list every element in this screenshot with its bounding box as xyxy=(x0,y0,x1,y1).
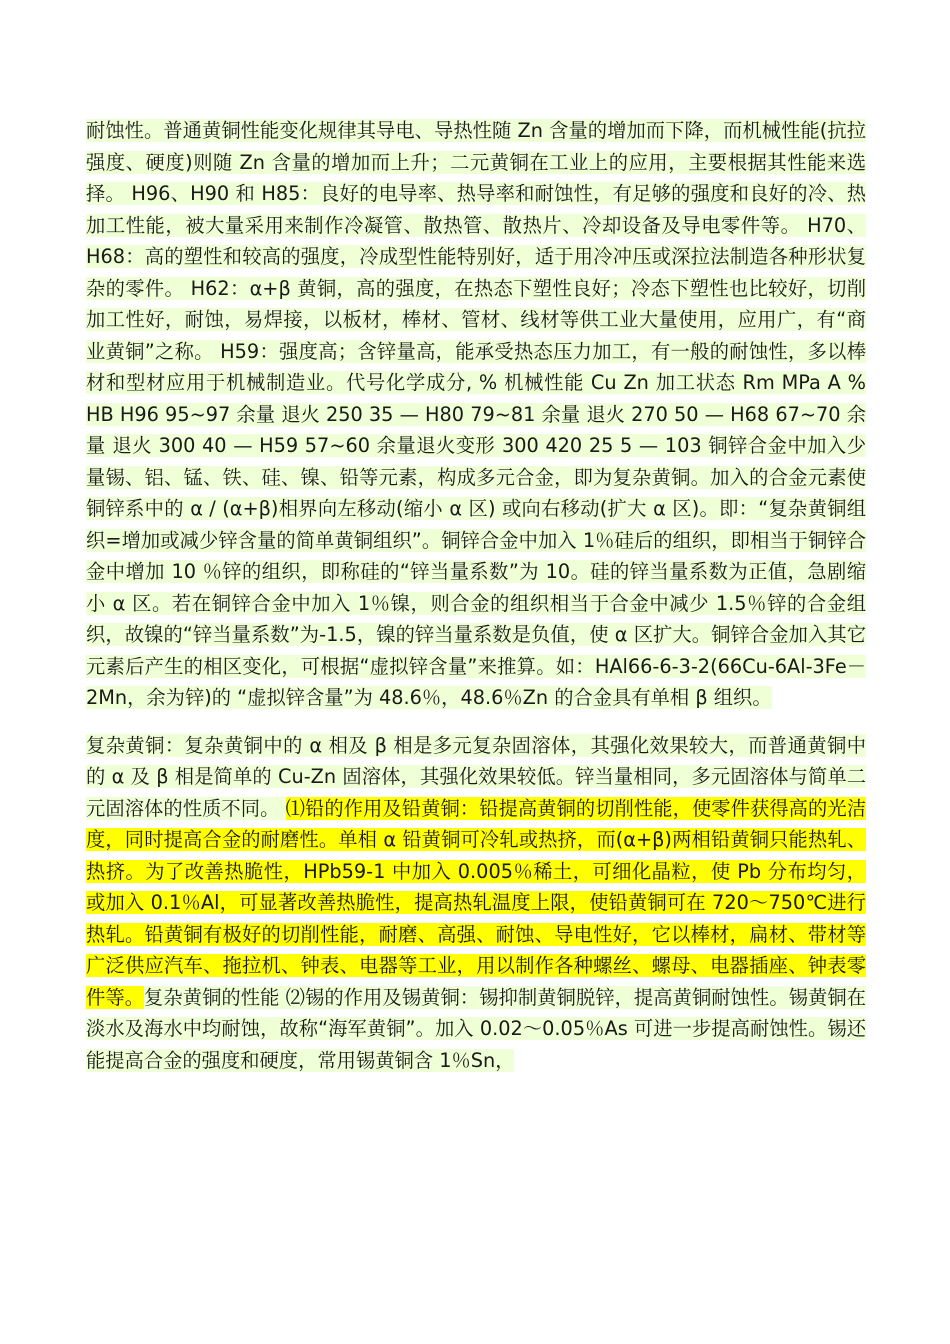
document-page xyxy=(86,115,866,1076)
paragraph-spacer xyxy=(86,714,866,730)
paragraph-1-text: 耐蚀性。普通黄铜性能变化规律其导电、导热性随 Zn 含量的增加而下降，而机械性能(抗拉强度、硬度)则随 Zn 含量的增加而上升；二元黄铜在工业上的应用，主要根据其性能来选择。 H96、H90 和 H85：良好的电导率、热导率和耐蚀性，有足够的强度和良好的冷、热加工性能，被大量采用来制作冷凝管、散热管、散热片、冷却设备及导电零件等。 H70、H68：高的塑性和较高的强度，冷成型性能特别好，适于用冷冲压或深拉法制造各种形状复杂的零件。 H62：α+β 黄铜，高的强度，在热态下塑性良好；冷态下塑性也比较好，切削加工性好，耐蚀，易焊接，以板材，棒材、管材、线材等供工业大量使用，应用广，有“商业黄铜”之称。 H59：强度高；含锌量高，能承受热态压力加工，有一般的耐蚀性，多以棒材和型材应用于机械制造业。代号化学成分, % 机械性能 Cu Zn 加工状态 Rm MPa A % HB H96 95~97 余量 退火 250 35 — H80 79~81 余量 退火 270 50 — H68 67~70 余量 退火 300 40 — H59 57~60 余量退火变形 300 420 25 5 — 103 铜锌合金中加入少量锡、铝、锰、铁、硅、镍、铅等元素，构成多元合金，即为复杂黄铜。加入的合金元素使铜锌系中的 α / (α+β)相界向左移动(缩小 α 区) 或向右移动(扩大 α 区)。即：“复杂黄铜组织=增加或减少锌含量的简单黄铜组织”。铜锌合金中加入 1％硅后的组织，即相当于铜锌合金中增加 10 ％锌的组织，即称硅的“锌当量系数”为 10。硅的锌当量系数为正值，急剧缩小 α 区。若在铜锌合金中加入 1％镍，则合金的组织相当于合金中减少 1.5％锌的合金组织，故镍的“锌当量系数”为-1.5，镍的锌当量系数是负值，使 α 区扩大。铜锌合金加入其它元素后产生的相区变化，可根据“虚拟锌含量”来推算。如：HAl66-6-3-2(66Cu-6Al-3Fe－2Mn，余为锌)的 “虚拟锌含量”为 48.6％，48.6％Zn 的合金具有单相 β 组织。 xyxy=(86,119,866,709)
paragraph-brass-properties xyxy=(86,115,866,714)
paragraph-2-highlighted-text: ⑴铅的作用及铅黄铜：铅提高黄铜的切削性能，使零件获得高的光洁度，同时提高合金的耐磨性。单相 α 铅黄铜可冷轧或热挤，而(α+β)两相铅黄铜只能热轧、热挤。为了改善热脆性，HPb59-1 中加入 0.005％稀土，可细化晶粒，使 Pb 分布均匀，或加入 0.1％Al，可显著改善热脆性，提高热轧温度上限，使铅黄铜可在 720～750℃进行热轧。铅黄铜有极好的切削性能，耐磨、高强、耐蚀、导电性好，它以棒材，扁材、带材等广泛供应汽车、拖拉机、钟表、电器等工业，用以制作各种螺丝、螺母、电器插座、钟表零件等。 xyxy=(86,796,866,1009)
paragraph-complex-brass xyxy=(86,730,866,1077)
paragraph-2-intro-text: 复杂黄铜：复杂黄铜中的 α 相及 β 相是多元复杂固溶体，其强化效果较大，而普通黄铜中的 α 及 β 相是简单的 Cu-Zn 固溶体，其强化效果较低。锌当量相同，多元固溶体与简单二元固溶体的性质不同。 xyxy=(86,733,866,820)
paragraph-2-continued-text: 复杂黄铜的性能 ⑵锡的作用及锡黄铜：锡抑制黄铜脱锌，提高黄铜耐蚀性。锡黄铜在淡水及海水中均耐蚀，故称“海军黄铜”。加入 0.02～0.05％As 可进一步提高耐蚀性。锡还能提高合金的强度和硬度，常用锡黄铜含 1％Sn， xyxy=(86,985,867,1072)
